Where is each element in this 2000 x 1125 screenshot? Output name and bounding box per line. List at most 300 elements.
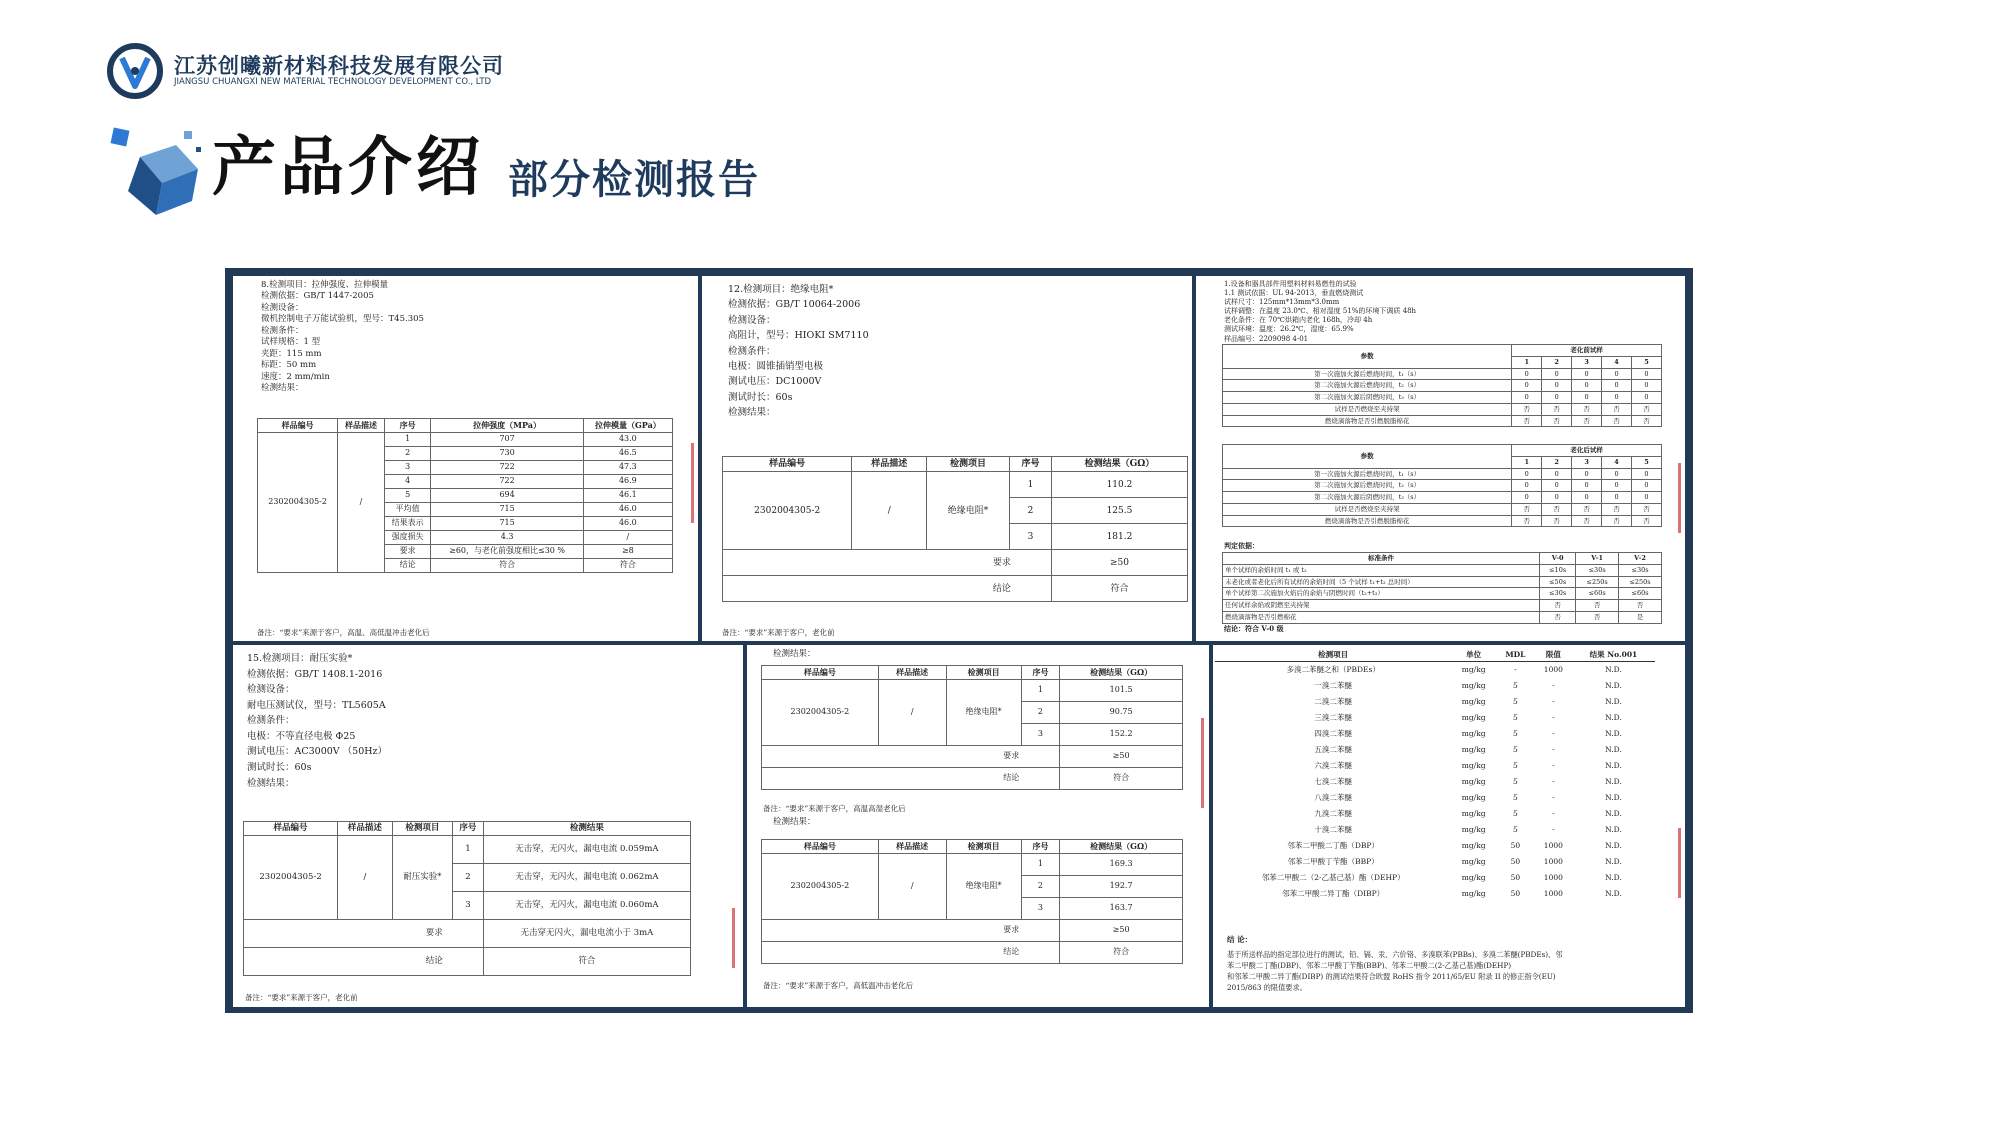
column-header: 检测结果（GΩ） xyxy=(1060,840,1183,854)
table-cell: 符合 xyxy=(583,558,672,572)
table-cell: 46.0 xyxy=(583,516,672,530)
column-header: 检测项目 xyxy=(1215,649,1451,662)
table-cell: 否 xyxy=(1572,503,1602,515)
table-cell: 燃烧滴落物是否引燃棉花 xyxy=(1223,611,1540,623)
column-header: 检测结果（GΩ） xyxy=(1051,457,1187,472)
column-header: 样品编号 xyxy=(258,419,338,433)
text-line: 2015/863 的限值要求。 xyxy=(1227,983,1307,993)
table-cell: 否 xyxy=(1542,503,1572,515)
table-cell: 无击穿，无闪火，漏电电流 0.062mA xyxy=(483,864,690,892)
table-cell: 5 xyxy=(1513,680,1518,690)
table-cell: 多溴二苯醚之和（PBDEs） xyxy=(1286,664,1380,674)
column-header: MDL xyxy=(1496,649,1535,662)
table-row xyxy=(1215,806,1655,822)
sample-desc: / xyxy=(878,679,946,745)
param-name: 燃烧滴落物是否引燃脱脂棉花 xyxy=(1223,415,1512,427)
table-cell: 101.5 xyxy=(1060,679,1183,701)
table-cell: mg/kg xyxy=(1461,840,1486,850)
table-cell: ≤60s xyxy=(1576,588,1619,600)
table-cell: ≤30s xyxy=(1576,564,1619,576)
text-line: 测试时长：60s xyxy=(728,391,793,403)
company-logo-icon xyxy=(106,42,164,100)
table-cell: ≤30s xyxy=(1540,588,1576,600)
column-header: 检测结果 xyxy=(483,822,690,836)
table-cell: 单个试样的余焰时间 t₁ 或 t₂ xyxy=(1223,564,1540,576)
table-cell: 否 xyxy=(1602,503,1632,515)
table-cell: / xyxy=(583,530,672,544)
header-row xyxy=(762,666,1183,680)
table-cell: 否 xyxy=(1572,403,1602,415)
table-cell: 否 xyxy=(1540,611,1576,623)
table-cell: 125.5 xyxy=(1051,498,1187,524)
table-cell: 符合 xyxy=(1060,767,1183,789)
table-cell: 0 xyxy=(1542,368,1572,380)
table-cell: - xyxy=(1552,792,1555,802)
text-line: 电极：不等直径电极 Φ25 xyxy=(247,730,356,742)
table-cell: 163.7 xyxy=(1060,897,1183,919)
header-row xyxy=(1215,649,1655,662)
note: 备注：“要求”来源于客户，老化前 xyxy=(722,628,835,637)
result-label: 检测结果： xyxy=(773,649,816,659)
column-header: 拉伸模量（GPa） xyxy=(583,419,672,433)
table-cell: mg/kg xyxy=(1461,824,1486,834)
column-header: 序号 xyxy=(1021,666,1059,680)
header-row xyxy=(1223,345,1662,357)
table-cell: 181.2 xyxy=(1051,524,1187,550)
column-header: 样品描述 xyxy=(878,666,946,680)
insulation-results-table xyxy=(722,456,1188,602)
text-line: 试样尺寸：125mm*13mm*3.0mm xyxy=(1224,298,1340,307)
table-cell: 50 xyxy=(1510,888,1521,898)
table-cell: - xyxy=(1552,808,1555,818)
table-cell: 1000 xyxy=(1543,888,1563,898)
text-line: 检测依据：GB/T 10064-2006 xyxy=(728,299,861,311)
table-cell: 否 xyxy=(1572,515,1602,527)
table-row xyxy=(723,550,1188,576)
test-item: 绝缘电阻* xyxy=(927,472,1010,550)
red-stamp xyxy=(691,443,708,523)
conclusion: 结论：符合 V-0 级 xyxy=(1224,624,1284,633)
table-cell: 0 xyxy=(1602,468,1632,480)
table-cell: 0 xyxy=(1602,380,1632,392)
voltage-results-table xyxy=(243,821,691,976)
table-row xyxy=(1223,380,1662,392)
column-header: 样品编号 xyxy=(723,457,852,472)
table-cell: 715 xyxy=(431,516,583,530)
table-cell: 四溴二苯醚 xyxy=(1314,728,1352,738)
report-panel-insulation xyxy=(702,276,1192,641)
table-cell: 2 xyxy=(1009,498,1051,524)
table-cell: 694 xyxy=(431,488,583,502)
column-header: 样品描述 xyxy=(338,822,393,836)
column-header: 单位 xyxy=(1451,649,1496,662)
table-cell: 5 xyxy=(1513,824,1518,834)
cube-decoration-icon xyxy=(110,125,208,217)
table-cell: N.D. xyxy=(1605,728,1622,738)
text-line: 检测依据：GB/T 1447-2005 xyxy=(261,291,374,302)
column-header: V-1 xyxy=(1576,553,1619,565)
table-cell: 3 xyxy=(1021,723,1059,745)
judgement-criteria-table xyxy=(1222,552,1662,624)
column-header: 样品描述 xyxy=(338,419,385,433)
insulation-humid-table xyxy=(761,665,1183,790)
column-header: 1 xyxy=(1512,356,1542,368)
table-cell: 0 xyxy=(1512,380,1542,392)
column-header: 老化后试样 xyxy=(1512,445,1662,457)
table-cell: 5 xyxy=(1513,776,1518,786)
header-row xyxy=(1223,445,1662,457)
column-header: 样品编号 xyxy=(762,840,879,854)
table-cell: 0 xyxy=(1512,368,1542,380)
column-header: V-0 xyxy=(1540,553,1576,565)
table-cell: 邻苯二甲酸二丁酯（DBP） xyxy=(1287,840,1379,850)
table-row xyxy=(1215,822,1655,838)
table-cell: mg/kg xyxy=(1461,888,1486,898)
test-item: 绝缘电阻* xyxy=(946,679,1021,745)
table-cell: mg/kg xyxy=(1461,760,1486,770)
table-cell: 否 xyxy=(1602,403,1632,415)
table-row xyxy=(1215,662,1655,678)
table-cell: 50 xyxy=(1510,856,1521,866)
table-cell: 否 xyxy=(1512,515,1542,527)
table-row xyxy=(1215,710,1655,726)
table-cell: 0 xyxy=(1572,368,1602,380)
sample-desc: / xyxy=(852,472,927,550)
conclusion-text xyxy=(1227,949,1562,994)
column-header: 检测项目 xyxy=(927,457,1010,472)
table-row xyxy=(1223,415,1662,427)
red-stamp xyxy=(1678,828,1695,898)
table-cell: N.D. xyxy=(1605,824,1622,834)
table-cell: mg/kg xyxy=(1461,792,1486,802)
table-cell: N.D. xyxy=(1605,712,1622,722)
rohs-results-table xyxy=(1215,649,1655,902)
text-line: 检测设备： xyxy=(728,314,776,326)
column-header: 3 xyxy=(1572,456,1602,468)
table-cell: 5 xyxy=(384,488,431,502)
sample-id: 2302004305-2 xyxy=(258,432,338,572)
table-row xyxy=(244,948,691,976)
header-row xyxy=(723,457,1188,472)
table-cell: 否 xyxy=(1542,403,1572,415)
table-cell: 1 xyxy=(384,432,431,446)
table-cell: - xyxy=(1552,712,1555,722)
row-label: 结论 xyxy=(723,576,1052,602)
text-line: 8.检测项目：拉伸强度、拉伸模量 xyxy=(261,280,389,290)
table-cell: 无击穿，无闪火，漏电电流 0.060mA xyxy=(483,892,690,920)
param-name: 第一次施加火源后燃烧时间，t₁（s） xyxy=(1223,368,1512,380)
text-line: 测试环境：温度：26.2℃，湿度：65.9% xyxy=(1224,325,1354,334)
param-name: 第一次施加火源后燃烧时间，t₁（s） xyxy=(1223,468,1512,480)
table-cell: 0 xyxy=(1602,480,1632,492)
table-cell: 0 xyxy=(1572,468,1602,480)
table-cell: 50 xyxy=(1510,872,1521,882)
sample-id: 2302004305-2 xyxy=(244,836,338,920)
table-cell: 192.7 xyxy=(1060,875,1183,897)
column-header: 样品编号 xyxy=(762,666,879,680)
param-name: 第二次施加火源后燃烧时间，t₂（s） xyxy=(1223,380,1512,392)
conclusion-title: 结 论： xyxy=(1227,935,1253,944)
table-cell: 0 xyxy=(1512,492,1542,504)
text-line: 高阻计，型号：HIOKI SM7110 xyxy=(728,330,869,342)
column-header: 检测项目 xyxy=(392,822,452,836)
column-header: 5 xyxy=(1631,356,1661,368)
table-cell: N.D. xyxy=(1605,680,1622,690)
red-stamp xyxy=(1678,463,1695,533)
row-label: 要求 xyxy=(762,919,1060,941)
table-cell: 否 xyxy=(1631,515,1661,527)
table-row xyxy=(1223,611,1662,623)
column-header: 4 xyxy=(1602,356,1632,368)
table-cell: 0 xyxy=(1602,392,1632,404)
table-cell: 否 xyxy=(1631,403,1661,415)
table-row xyxy=(1223,564,1662,576)
row-label: 要求 xyxy=(762,745,1060,767)
text-line: 检测条件： xyxy=(261,325,304,336)
note: 备注：“要求”来源于客户，高低温冲击老化后 xyxy=(763,981,914,990)
table-row xyxy=(244,920,691,948)
table-cell: 730 xyxy=(431,446,583,460)
table-row xyxy=(1223,368,1662,380)
table-row xyxy=(1215,790,1655,806)
table-cell: 否 xyxy=(1576,600,1619,612)
table-cell: 0 xyxy=(1631,480,1661,492)
table-cell: 0 xyxy=(1512,480,1542,492)
row-label: 要求 xyxy=(723,550,1052,576)
table-cell: 2 xyxy=(384,446,431,460)
table-cell: 0 xyxy=(1512,468,1542,480)
company-name-cn: 江苏创曦新材料科技发展有限公司 xyxy=(174,54,504,78)
note: 备注：“要求”来源于客户，高温高湿老化后 xyxy=(763,804,906,813)
text-line: 检测条件： xyxy=(247,715,295,727)
table-cell: 152.2 xyxy=(1060,723,1183,745)
column-header: 拉伸强度（MPa） xyxy=(431,419,583,433)
table-cell: ≥50 xyxy=(1051,550,1187,576)
table-cell: N.D. xyxy=(1605,856,1622,866)
column-header: 序号 xyxy=(1021,840,1059,854)
table-row xyxy=(244,836,691,864)
table-cell: 1 xyxy=(1009,472,1051,498)
tensile-results-table xyxy=(257,418,673,573)
sample-desc: / xyxy=(338,836,393,920)
text-line: 试样规格：1 型 xyxy=(261,337,321,348)
text-line: 检测结果： xyxy=(247,777,295,789)
column-header: 序号 xyxy=(384,419,431,433)
table-cell: mg/kg xyxy=(1461,744,1486,754)
page-title: 产品介绍 xyxy=(212,131,484,205)
table-cell: 单个试样第二次施加火焰后的余焰与阴燃时间（t₂+t₃） xyxy=(1223,588,1540,600)
text-line: 检测设备： xyxy=(261,302,304,313)
table-cell: 5 xyxy=(1513,712,1518,722)
table-cell: 0 xyxy=(1631,392,1661,404)
table-cell: 707 xyxy=(431,432,583,446)
table-cell: 符合 xyxy=(483,948,690,976)
table-cell: 1000 xyxy=(1543,872,1563,882)
table-row xyxy=(723,576,1188,602)
table-row xyxy=(258,432,673,446)
table-cell: 722 xyxy=(431,474,583,488)
table-cell: mg/kg xyxy=(1461,728,1486,738)
text-line: 检测依据：GB/T 1408.1-2016 xyxy=(247,668,383,680)
table-cell: 否 xyxy=(1512,503,1542,515)
report-panel-voltage xyxy=(233,645,743,1007)
column-header: 2 xyxy=(1542,356,1572,368)
table-cell: ≤10s xyxy=(1540,564,1576,576)
table-cell: 1 xyxy=(453,836,484,864)
text-line: 样品编号：2209098 4-01 xyxy=(1224,334,1309,343)
param-name: 第二次施加火源后阴燃时间，t₃（s） xyxy=(1223,492,1512,504)
table-cell: N.D. xyxy=(1605,808,1622,818)
table-cell: 强度损失 xyxy=(384,530,431,544)
table-cell: 50 xyxy=(1510,840,1521,850)
row-label: 要求 xyxy=(244,920,484,948)
flammability-before-table xyxy=(1222,344,1662,427)
table-cell: 46.1 xyxy=(583,488,672,502)
table-cell: 3 xyxy=(453,892,484,920)
sample-id: 2302004305-2 xyxy=(762,853,879,919)
table-cell: 十溴二苯醚 xyxy=(1314,824,1352,834)
text-line: 测试电压：DC1000V xyxy=(728,376,822,388)
text-line: 基于所送样品的指定部位进行的测试，铅、镉、汞、六价铬、多溴联苯(PBBs)、多溴二苯醚(PBDEs)、邻 xyxy=(1227,950,1563,959)
column-header: 样品描述 xyxy=(852,457,927,472)
table-cell: - xyxy=(1552,776,1555,786)
text-line: 微机控制电子万能试验机，型号：T45.305 xyxy=(261,314,424,325)
row-label: 结论 xyxy=(244,948,484,976)
table-cell: 要求 xyxy=(384,544,431,558)
table-cell: 无击穿无闪火，漏电电流小于 3mA xyxy=(483,920,690,948)
table-cell: 2 xyxy=(453,864,484,892)
table-cell: N.D. xyxy=(1605,760,1622,770)
table-cell: 否 xyxy=(1631,415,1661,427)
table-cell: 4 xyxy=(384,474,431,488)
column-header: V-2 xyxy=(1619,553,1662,565)
text-line: 1.1 测试依据：UL 94-2013，垂直燃烧测试 xyxy=(1224,289,1364,298)
table-cell: 0 xyxy=(1542,492,1572,504)
table-cell: 0 xyxy=(1542,480,1572,492)
table-cell: 无击穿，无闪火，漏电电流 0.059mA xyxy=(483,836,690,864)
table-row xyxy=(1223,492,1662,504)
text-line: 夹距：115 mm xyxy=(261,348,322,359)
param-name: 第二次施加火源后燃烧时间，t₂（s） xyxy=(1223,480,1512,492)
table-cell: N.D. xyxy=(1605,776,1622,786)
table-cell: 5 xyxy=(1513,760,1518,770)
table-cell: 任何试样余焰或阴燃至夹持架 xyxy=(1223,600,1540,612)
table-cell: 八溴二苯醚 xyxy=(1314,792,1352,802)
table-row xyxy=(1223,503,1662,515)
table-cell: 3 xyxy=(384,460,431,474)
text-line: 检测结果： xyxy=(728,407,776,418)
text-line: 15.检测项目：耐压实验* xyxy=(247,653,353,664)
table-cell: 平均值 xyxy=(384,502,431,516)
table-cell: 是 xyxy=(1619,611,1662,623)
table-row xyxy=(762,941,1183,963)
table-cell: 46.0 xyxy=(583,502,672,516)
text-line: 和邻苯二甲酸二异丁酯(DIBP) 的测试结果符合欧盟 RoHS 指令 2011/65/EU 附录 II 的修正指令(EU) xyxy=(1227,972,1556,982)
table-cell: - xyxy=(1552,760,1555,770)
header-row xyxy=(1223,553,1662,565)
table-row xyxy=(1223,515,1662,527)
table-cell: 1000 xyxy=(1543,840,1563,850)
table-row xyxy=(1215,742,1655,758)
table-cell: 3 xyxy=(1021,897,1059,919)
table-cell: mg/kg xyxy=(1461,856,1486,866)
table-cell: 否 xyxy=(1572,415,1602,427)
table-row xyxy=(1223,403,1662,415)
param-name: 第二次施加火源后阴燃时间，t₃（s） xyxy=(1223,392,1512,404)
table-cell: 5 xyxy=(1513,792,1518,802)
reports-frame xyxy=(225,268,1693,1013)
text-line: 试样调整：在温度 23.0℃、相对湿度 51%的环境下调质 48h xyxy=(1224,307,1417,316)
param-name: 燃烧滴落物是否引燃脱脂棉花 xyxy=(1223,515,1512,527)
text-line: 速度：2 mm/min xyxy=(261,371,330,382)
table-cell: 0 xyxy=(1572,392,1602,404)
table-cell: 否 xyxy=(1512,415,1542,427)
table-cell: ≤30s xyxy=(1619,564,1662,576)
note: 备注：“要求”来源于客户，老化前 xyxy=(245,993,358,1002)
table-cell: 3 xyxy=(1009,524,1051,550)
table-cell: 结果表示 xyxy=(384,516,431,530)
table-cell: N.D. xyxy=(1605,792,1622,802)
table-cell: 46.5 xyxy=(583,446,672,460)
table-cell: 否 xyxy=(1619,600,1662,612)
table-row xyxy=(1215,854,1655,870)
column-header: 序号 xyxy=(453,822,484,836)
table-row xyxy=(762,745,1183,767)
table-cell: 九溴二苯醚 xyxy=(1314,808,1352,818)
table-cell: 0 xyxy=(1631,380,1661,392)
table-cell: N.D. xyxy=(1605,664,1622,674)
column-header: 3 xyxy=(1572,356,1602,368)
header-row xyxy=(244,822,691,836)
table-cell: 五溴二苯醚 xyxy=(1314,744,1352,754)
table-cell: 0 xyxy=(1602,492,1632,504)
row-label: 结论 xyxy=(762,767,1060,789)
column-header: 序号 xyxy=(1009,457,1051,472)
table-cell: 169.3 xyxy=(1060,853,1183,875)
table-cell: 0 xyxy=(1631,468,1661,480)
table-row xyxy=(762,679,1183,701)
column-header: 检测结果（GΩ） xyxy=(1060,666,1183,680)
flammability-after-table xyxy=(1222,444,1662,527)
test-item: 绝缘电阻* xyxy=(946,853,1021,919)
table-row xyxy=(1215,886,1655,902)
table-cell: 0 xyxy=(1512,392,1542,404)
table-cell: ≤250s xyxy=(1619,576,1662,588)
table-cell: ≤50s xyxy=(1540,576,1576,588)
table-cell: 否 xyxy=(1540,600,1576,612)
table-cell: 符合 xyxy=(1060,941,1183,963)
table-cell: 47.3 xyxy=(583,460,672,474)
table-cell: 二溴二苯醚 xyxy=(1314,696,1352,706)
table-row xyxy=(762,767,1183,789)
column-header: 2 xyxy=(1542,456,1572,468)
table-cell: 110.2 xyxy=(1051,472,1187,498)
report-panel-rohs xyxy=(1213,645,1685,1007)
table-cell: ≥8 xyxy=(583,544,672,558)
table-cell: 七溴二苯醚 xyxy=(1314,776,1352,786)
table-cell: - xyxy=(1552,680,1555,690)
table-row xyxy=(1215,726,1655,742)
column-header: 1 xyxy=(1512,456,1542,468)
table-cell: 否 xyxy=(1512,403,1542,415)
test-info xyxy=(728,282,869,420)
text-line: 耐电压测试仪，型号：TL5605A xyxy=(247,699,386,711)
table-row xyxy=(723,472,1188,498)
table-cell: 否 xyxy=(1542,515,1572,527)
table-cell: 邻苯二甲酸二异丁酯（DIBP） xyxy=(1282,888,1385,898)
table-cell: 2 xyxy=(1021,701,1059,723)
table-cell: 4.3 xyxy=(431,530,583,544)
